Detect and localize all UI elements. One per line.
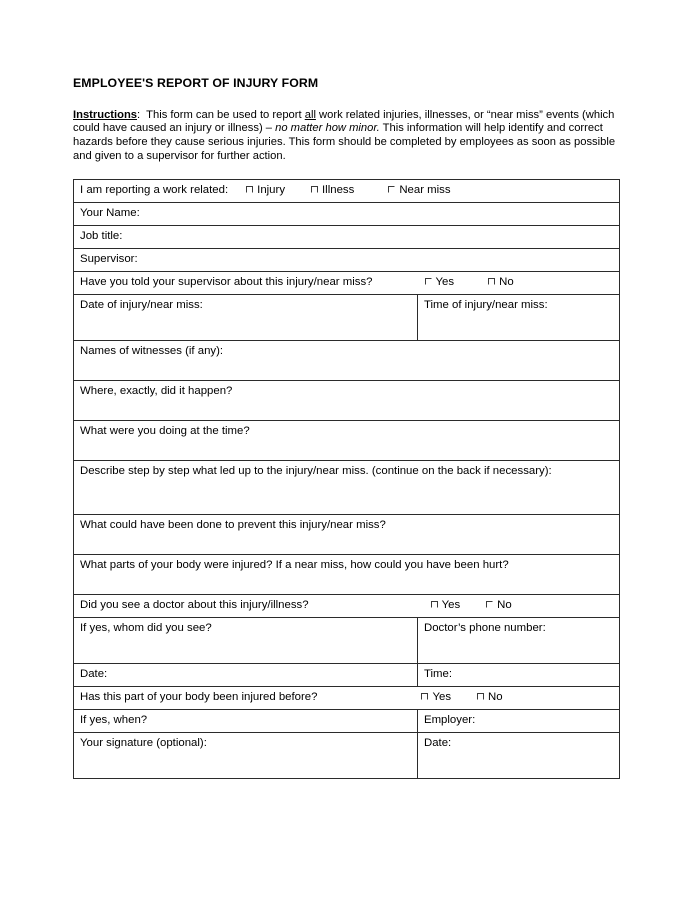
cell-signature-date[interactable]	[417, 733, 619, 779]
cell-reporting-type	[74, 180, 620, 203]
checkbox-option-told-supervisor-yes[interactable]	[425, 275, 455, 289]
table-row-prevent	[74, 515, 620, 555]
page-title: EMPLOYEE'S REPORT OF INJURY FORM	[73, 76, 319, 90]
table-row-told-supervisor	[74, 272, 620, 295]
checkbox-icon[interactable]	[246, 186, 253, 193]
table-row-your-name	[74, 203, 620, 226]
cell-time[interactable]	[417, 664, 619, 687]
checkbox-icon[interactable]	[388, 186, 395, 193]
table-row-body-parts	[74, 555, 620, 595]
cell-if-yes-when[interactable]	[74, 710, 418, 733]
checkbox-label-yes: Yes	[441, 599, 461, 612]
field-label-what-doing: What were you doing at the time?	[80, 425, 250, 438]
table-row-supervisor	[74, 249, 620, 272]
cell-where-happened[interactable]	[74, 381, 620, 421]
cell-your-name[interactable]	[74, 203, 620, 226]
checkbox-icon[interactable]	[425, 278, 432, 285]
field-label-your-name: Your Name:	[80, 207, 140, 220]
field-label-if-yes-when: If yes, when?	[80, 714, 148, 727]
cell-date-of-injury[interactable]	[74, 295, 418, 341]
field-label-signature: Your signature (optional):	[80, 737, 207, 750]
table-row-date-time	[74, 664, 620, 687]
field-label-job-title: Job title:	[80, 230, 123, 243]
checkbox-icon[interactable]	[477, 693, 484, 700]
cell-what-doing[interactable]	[74, 421, 620, 461]
checkbox-label-yes: Yes	[432, 691, 452, 704]
checkbox-label-no: No	[499, 276, 514, 289]
field-label-date-of-injury: Date of injury/near miss:	[80, 299, 203, 312]
checkbox-label-illness: Illness	[322, 184, 355, 197]
checkbox-icon[interactable]	[486, 601, 493, 608]
cell-time-of-injury[interactable]	[417, 295, 619, 341]
cell-employer[interactable]	[417, 710, 619, 733]
table-row-job-title	[74, 226, 620, 249]
field-label-prevent: What could have been done to prevent this injury/near miss?	[80, 519, 386, 532]
checkbox-option-saw-doctor-no[interactable]	[486, 598, 512, 612]
checkbox-icon[interactable]	[421, 693, 428, 700]
saw-doctor-prompt: Did you see a doctor about this injury/illness?	[80, 599, 309, 612]
cell-told-supervisor	[74, 272, 620, 295]
checkbox-label-near-miss: Near miss	[399, 184, 451, 197]
instructions-emphasis-italic: no matter how minor.	[275, 122, 380, 135]
checkbox-option-injured-before-no[interactable]	[477, 690, 503, 704]
field-label-whom-did-you-see: If yes, whom did you see?	[80, 622, 212, 635]
field-label-doctor-phone: Doctor’s phone number:	[423, 622, 546, 635]
checkbox-option-injury[interactable]	[246, 183, 285, 197]
table-row-reporting-type	[74, 180, 620, 203]
field-label-date: Date:	[80, 668, 108, 681]
instructions-paragraph	[73, 109, 622, 163]
injured-before-prompt: Has this part of your body been injured before?	[80, 691, 318, 704]
checkbox-option-illness[interactable]	[311, 183, 354, 197]
document-body	[73, 76, 622, 779]
told-supervisor-prompt: Have you told your supervisor about this injury/near miss?	[80, 276, 373, 289]
table-row-injured-before	[74, 687, 620, 710]
checkbox-icon[interactable]	[431, 601, 438, 608]
cell-doctor-phone[interactable]	[417, 618, 619, 664]
cell-witnesses[interactable]	[74, 341, 620, 381]
checkbox-icon[interactable]	[311, 186, 318, 193]
instructions-text-part2: work related injuries, illnesses, or “near miss” events (which could have caused an injury or illness) –	[73, 108, 615, 135]
cell-date[interactable]	[74, 664, 418, 687]
table-row-witnesses	[74, 341, 620, 381]
instructions-colon: :	[137, 108, 141, 121]
checkbox-label-no: No	[497, 599, 512, 612]
cell-describe-steps[interactable]	[74, 461, 620, 515]
field-label-body-parts: What parts of your body were injured? If a near miss, how could you have been hurt?	[80, 559, 509, 572]
field-label-witnesses: Names of witnesses (if any):	[80, 345, 224, 358]
cell-supervisor[interactable]	[74, 249, 620, 272]
cell-whom-did-you-see[interactable]	[74, 618, 418, 664]
table-row-what-doing	[74, 421, 620, 461]
field-label-supervisor: Supervisor:	[80, 253, 138, 266]
checkbox-label-injury: Injury	[257, 184, 286, 197]
field-label-employer: Employer:	[423, 714, 476, 727]
table-row-date-time-of-injury	[74, 295, 620, 341]
field-label-where-happened: Where, exactly, did it happen?	[80, 385, 233, 398]
instructions-emphasis-all: all	[304, 108, 316, 121]
table-row-signature	[74, 733, 620, 779]
table-row-describe-steps	[74, 461, 620, 515]
cell-signature[interactable]	[74, 733, 418, 779]
table-row-when-employer	[74, 710, 620, 733]
field-label-time: Time:	[423, 668, 453, 681]
table-row-doctor-details	[74, 618, 620, 664]
instructions-text-part1: This form can be used to report	[146, 108, 305, 121]
instructions-label: Instructions	[73, 108, 138, 121]
injury-report-form-table	[73, 179, 620, 779]
cell-injured-before	[74, 687, 620, 710]
table-row-where-happened	[74, 381, 620, 421]
cell-saw-doctor	[74, 595, 620, 618]
checkbox-option-saw-doctor-yes[interactable]	[431, 598, 461, 612]
instructions-text-part3: This information will help identify and correct hazards before they cause serious injuries. This form should be completed by employees as soon as possible and given to a supervisor for further action.	[73, 122, 616, 162]
table-row-saw-doctor	[74, 595, 620, 618]
checkbox-option-told-supervisor-no[interactable]	[488, 275, 514, 289]
reporting-type-prompt: I am reporting a work related:	[80, 184, 229, 197]
cell-body-parts[interactable]	[74, 555, 620, 595]
checkbox-option-injured-before-yes[interactable]	[421, 690, 451, 704]
cell-job-title[interactable]	[74, 226, 620, 249]
cell-prevent[interactable]	[74, 515, 620, 555]
checkbox-label-no: No	[488, 691, 503, 704]
checkbox-icon[interactable]	[488, 278, 495, 285]
checkbox-option-near-miss[interactable]	[388, 183, 450, 197]
field-label-describe-steps: Describe step by step what led up to the injury/near miss. (continue on the back if necessary):	[80, 465, 552, 478]
checkbox-label-yes: Yes	[435, 276, 455, 289]
field-label-time-of-injury: Time of injury/near miss:	[423, 299, 548, 312]
field-label-signature-date: Date:	[423, 737, 452, 750]
